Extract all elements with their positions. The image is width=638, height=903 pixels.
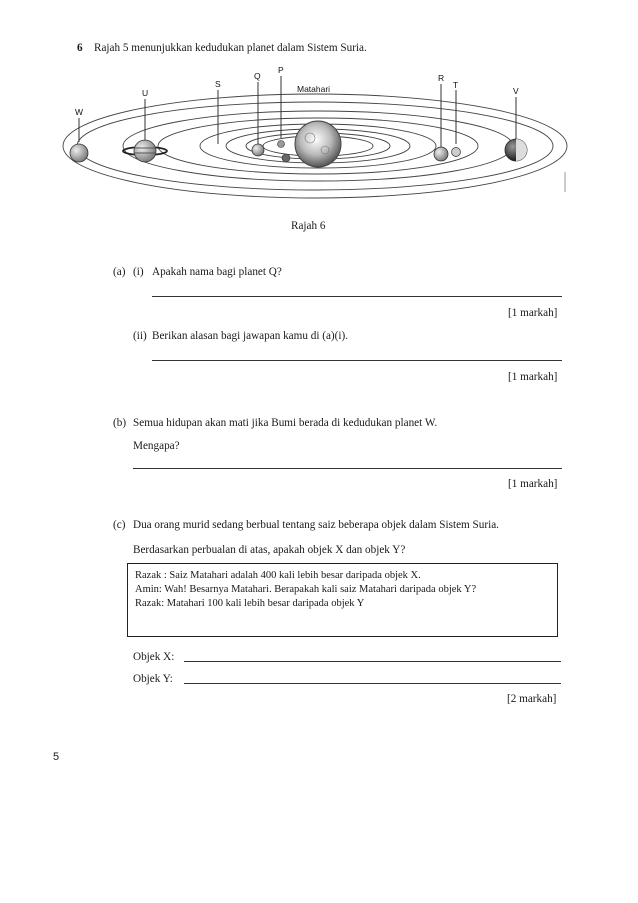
part-a-i-question: Apakah nama bagi planet Q?	[152, 266, 282, 278]
part-c-label: (c)	[113, 519, 126, 531]
label-s: S	[215, 79, 221, 89]
dialogue-line-3: Razak: Matahari 100 kali lebih besar daripada objek Y	[135, 598, 365, 609]
solar-system-diagram	[60, 62, 580, 212]
label-q: Q	[254, 71, 261, 81]
label-u: U	[142, 88, 149, 98]
planet-v	[505, 139, 527, 161]
object-x-label: Objek X:	[133, 651, 175, 663]
part-a-i-marks: [1 markah]	[508, 307, 558, 319]
part-a-ii-marks: [1 markah]	[508, 371, 558, 383]
part-a-ii-question: Berikan alasan bagi jawapan kamu di (a)(i).	[152, 330, 349, 342]
sun	[295, 121, 341, 167]
label-t: T	[453, 80, 459, 90]
part-b-statement: Semua hidupan akan mati jika Bumi berada di kedudukan planet W.	[133, 417, 438, 429]
planet-q	[278, 141, 285, 148]
diagram-labels	[75, 65, 519, 117]
part-c-statement: Dua orang murid sedang berbual tentang saiz beberapa objek dalam Sistem Suria.	[133, 519, 499, 531]
question-intro: Rajah 5 menunjukkan kedudukan planet dalam Sistem Suria.	[94, 42, 367, 54]
label-w: W	[75, 107, 84, 117]
answer-line-a-i[interactable]	[152, 296, 562, 297]
part-a-i-label: (i)	[133, 266, 144, 278]
page-number: 5	[53, 751, 60, 763]
object-y-label: Objek Y:	[133, 673, 173, 685]
planet-p	[282, 154, 290, 162]
planet-s	[252, 144, 264, 156]
label-sun: Matahari	[297, 84, 331, 94]
answer-line-b[interactable]	[133, 468, 562, 469]
part-c-marks: [2 markah]	[507, 693, 557, 705]
planet-t	[452, 148, 461, 157]
part-b-label: (b)	[113, 417, 127, 429]
part-b-marks: [1 markah]	[508, 478, 558, 490]
part-a-label: (a)	[113, 266, 126, 278]
question-number: 6	[77, 42, 83, 54]
dialogue-line-2: Amin: Wah! Besarnya Matahari. Berapakah kali saiz Matahari daripada objek Y?	[135, 584, 477, 595]
answer-line-object-x[interactable]	[184, 661, 561, 662]
answer-line-object-y[interactable]	[184, 683, 561, 684]
dialogue-box	[127, 563, 558, 637]
planet-w	[70, 144, 88, 162]
dialogue-line-1: Razak : Saiz Matahari adalah 400 kali lebih besar daripada objek X.	[135, 570, 421, 581]
part-c-question: Berdasarkan perbualan di atas, apakah objek X dan objek Y?	[133, 544, 406, 556]
diagram-caption: Rajah 6	[291, 220, 326, 232]
answer-line-a-ii[interactable]	[152, 360, 562, 361]
part-a-ii-label: (ii)	[133, 330, 147, 342]
planet-r	[434, 147, 448, 161]
label-p: P	[278, 65, 284, 75]
label-r: R	[438, 73, 445, 83]
part-b-question: Mengapa?	[133, 440, 180, 452]
label-v: V	[513, 86, 519, 96]
